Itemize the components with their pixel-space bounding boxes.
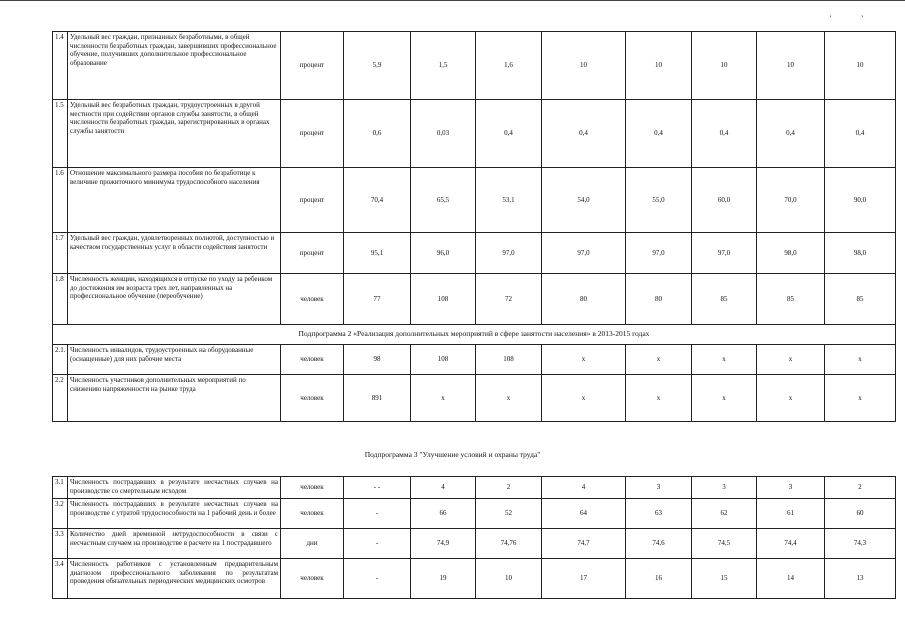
value-cell: 98,0 [825, 233, 896, 274]
value-cell: 74,5 [692, 529, 757, 559]
value-cell: 15 [692, 559, 757, 599]
table-row [53, 375, 896, 422]
value-cell: x [476, 375, 542, 422]
value-cell: 97,0 [626, 233, 692, 274]
unit-cell: процент [281, 32, 344, 100]
indicator-name: Удельный вес безработных граждан, трудоустроенных в другой местности при содействии органов службы занятости, в общей численности безработных граждан, зарегистрированных в органах службы занятости [68, 100, 281, 168]
unit-cell: человек [281, 375, 344, 422]
value-cell: 80 [542, 274, 626, 325]
page-top-edge [0, 0, 905, 1]
table-row [53, 499, 896, 529]
value-cell: 98,0 [757, 233, 825, 274]
row-number: 2.2 [53, 375, 68, 422]
indicator-name: Численность инвалидов, трудоустроенных на оборудованные (оснащенные) для них рабочие места [68, 345, 281, 375]
value-cell: x [626, 375, 692, 422]
value-cell: 97,0 [476, 233, 542, 274]
value-cell: 5,9 [344, 32, 411, 100]
value-cell: 74,76 [476, 529, 542, 559]
value-cell: x [692, 345, 757, 375]
value-cell: 63 [626, 499, 692, 529]
row-number: 1.6 [53, 168, 68, 233]
unit-cell: процент [281, 168, 344, 233]
value-cell: 90,0 [825, 168, 896, 233]
value-cell: 55,0 [626, 168, 692, 233]
indicators-table-top [52, 31, 896, 422]
row-number: 3.2 [53, 499, 68, 529]
value-cell: 10 [757, 32, 825, 100]
value-cell: 0,03 [411, 100, 476, 168]
value-cell: x [757, 345, 825, 375]
value-cell: 0,4 [692, 100, 757, 168]
indicator-name: Численность участников дополнительных мероприятий по снижению напряженности на рынке труда [68, 375, 281, 422]
row-number: 3.3 [53, 529, 68, 559]
value-cell: 0,4 [476, 100, 542, 168]
row-number: 1.7 [53, 233, 68, 274]
row-number: 1.5 [53, 100, 68, 168]
value-cell: x [542, 375, 626, 422]
value-cell: 16 [626, 559, 692, 599]
table-row [53, 477, 896, 499]
value-cell: 85 [757, 274, 825, 325]
value-cell: 2 [476, 477, 542, 499]
value-cell: 1,5 [411, 32, 476, 100]
indicators-table-subprogram3 [52, 476, 896, 599]
value-cell: 53,1 [476, 168, 542, 233]
indicator-name: Численность пострадавших в результате несчастных случаев на производстве с утратой трудоспособности на 1 рабочий день и более [68, 499, 281, 529]
value-cell: 4 [411, 477, 476, 499]
value-cell: 96,0 [411, 233, 476, 274]
indicator-name: Удельный вес граждан, признанных безработными, в общей численности безработных граждан, завершивших профессиональное обучение, получивших дополнительное профессиональное образование [68, 32, 281, 100]
value-cell: x [542, 345, 626, 375]
value-cell: 108 [411, 274, 476, 325]
unit-cell: человек [281, 499, 344, 529]
value-cell: - [344, 529, 411, 559]
indicator-name: Удельный вес граждан, удовлетворенных полнотой, доступностью и качеством государственных услуг в области содействия занятости [68, 233, 281, 274]
value-cell: 70,0 [757, 168, 825, 233]
table-row [53, 168, 896, 233]
value-cell: x [825, 375, 896, 422]
value-cell: 80 [626, 274, 692, 325]
subprogram3-title: Подпрограмма 3 "Улучшение условий и охраны труда" [364, 450, 541, 459]
value-cell: 108 [411, 345, 476, 375]
value-cell: x [626, 345, 692, 375]
subprogram2-title: Подпрограмма 2 «Реализация дополнительных мероприятий в сфере занятости населения» в 2013-2015 годах [53, 325, 896, 345]
unit-cell: процент [281, 100, 344, 168]
value-cell: x [825, 345, 896, 375]
value-cell: 72 [476, 274, 542, 325]
row-number: 3.1 [53, 477, 68, 499]
value-cell: 3 [757, 477, 825, 499]
value-cell: 62 [692, 499, 757, 529]
row-number: 1.8 [53, 274, 68, 325]
unit-cell: человек [281, 345, 344, 375]
value-cell: 891 [344, 375, 411, 422]
unit-cell: человек [281, 274, 344, 325]
value-cell: 70,4 [344, 168, 411, 233]
value-cell: 95,1 [344, 233, 411, 274]
indicator-name: Численность женщин, находящихся в отпуске по уходу за ребенком до достижения им возраста трех лет, направленных на профессиональное обучение (переобучение) [68, 274, 281, 325]
value-cell: 3 [692, 477, 757, 499]
value-cell: 74,3 [825, 529, 896, 559]
table-row [53, 345, 896, 375]
value-cell: 74,6 [626, 529, 692, 559]
value-cell: 2 [825, 477, 896, 499]
value-cell: 52 [476, 499, 542, 529]
value-cell: 74,4 [757, 529, 825, 559]
value-cell: 10 [542, 32, 626, 100]
table-row [53, 274, 896, 325]
unit-cell: человек [281, 559, 344, 599]
indicator-name: Отношение максимального размера пособия по безработице к величине прожиточного минимума трудоспособного населения [68, 168, 281, 233]
value-cell: 108 [476, 345, 542, 375]
value-cell: 65,5 [411, 168, 476, 233]
value-cell: x [411, 375, 476, 422]
unit-cell: дни [281, 529, 344, 559]
value-cell: 61 [757, 499, 825, 529]
value-cell: 10 [825, 32, 896, 100]
value-cell: 0,4 [626, 100, 692, 168]
value-cell: 10 [692, 32, 757, 100]
value-cell: 13 [825, 559, 896, 599]
value-cell: 66 [411, 499, 476, 529]
value-cell: 14 [757, 559, 825, 599]
table-row [53, 233, 896, 274]
value-cell: 17 [542, 559, 626, 599]
value-cell: 1,6 [476, 32, 542, 100]
table-row [53, 100, 896, 168]
table-row [53, 325, 896, 345]
value-cell: 85 [825, 274, 896, 325]
unit-cell: человек [281, 477, 344, 499]
unit-cell: процент [281, 233, 344, 274]
row-number: 1.4 [53, 32, 68, 100]
value-cell: 10 [476, 559, 542, 599]
value-cell: 77 [344, 274, 411, 325]
value-cell: 0,6 [344, 100, 411, 168]
value-cell: 3 [626, 477, 692, 499]
indicator-name: Численность работников с установленным предварительным диагнозом профессионального заболевания по результатам проведения обязательных периодических медицинских осмотров [68, 559, 281, 599]
row-number: 2.1. [53, 345, 68, 375]
value-cell: x [757, 375, 825, 422]
value-cell: 98 [344, 345, 411, 375]
value-cell: - [344, 559, 411, 599]
value-cell: 97,0 [692, 233, 757, 274]
value-cell: 10 [626, 32, 692, 100]
value-cell: 97,0 [542, 233, 626, 274]
value-cell: 64 [542, 499, 626, 529]
value-cell: 54,0 [542, 168, 626, 233]
value-cell: 0,4 [825, 100, 896, 168]
indicator-name: Численность пострадавших в результате несчастных случаев на производстве со смертельным исходом [68, 477, 281, 499]
table-row [53, 529, 896, 559]
value-cell: 60,0 [692, 168, 757, 233]
value-cell: 85 [692, 274, 757, 325]
value-cell: x [692, 375, 757, 422]
value-cell: 4 [542, 477, 626, 499]
corner-marks: ' ' [830, 14, 877, 23]
value-cell: 74,9 [411, 529, 476, 559]
value-cell: - - [344, 477, 411, 499]
value-cell: 60 [825, 499, 896, 529]
value-cell: 0,4 [542, 100, 626, 168]
value-cell: 0,4 [757, 100, 825, 168]
value-cell: 74,7 [542, 529, 626, 559]
table-row [53, 559, 896, 599]
row-number: 3.4 [53, 559, 68, 599]
value-cell: - [344, 499, 411, 529]
indicator-name: Количество дней временной нетрудоспособности в связи с несчастным случаем на производстве в расчете на 1 пострадавшего [68, 529, 281, 559]
value-cell: 19 [411, 559, 476, 599]
table-row [53, 32, 896, 100]
